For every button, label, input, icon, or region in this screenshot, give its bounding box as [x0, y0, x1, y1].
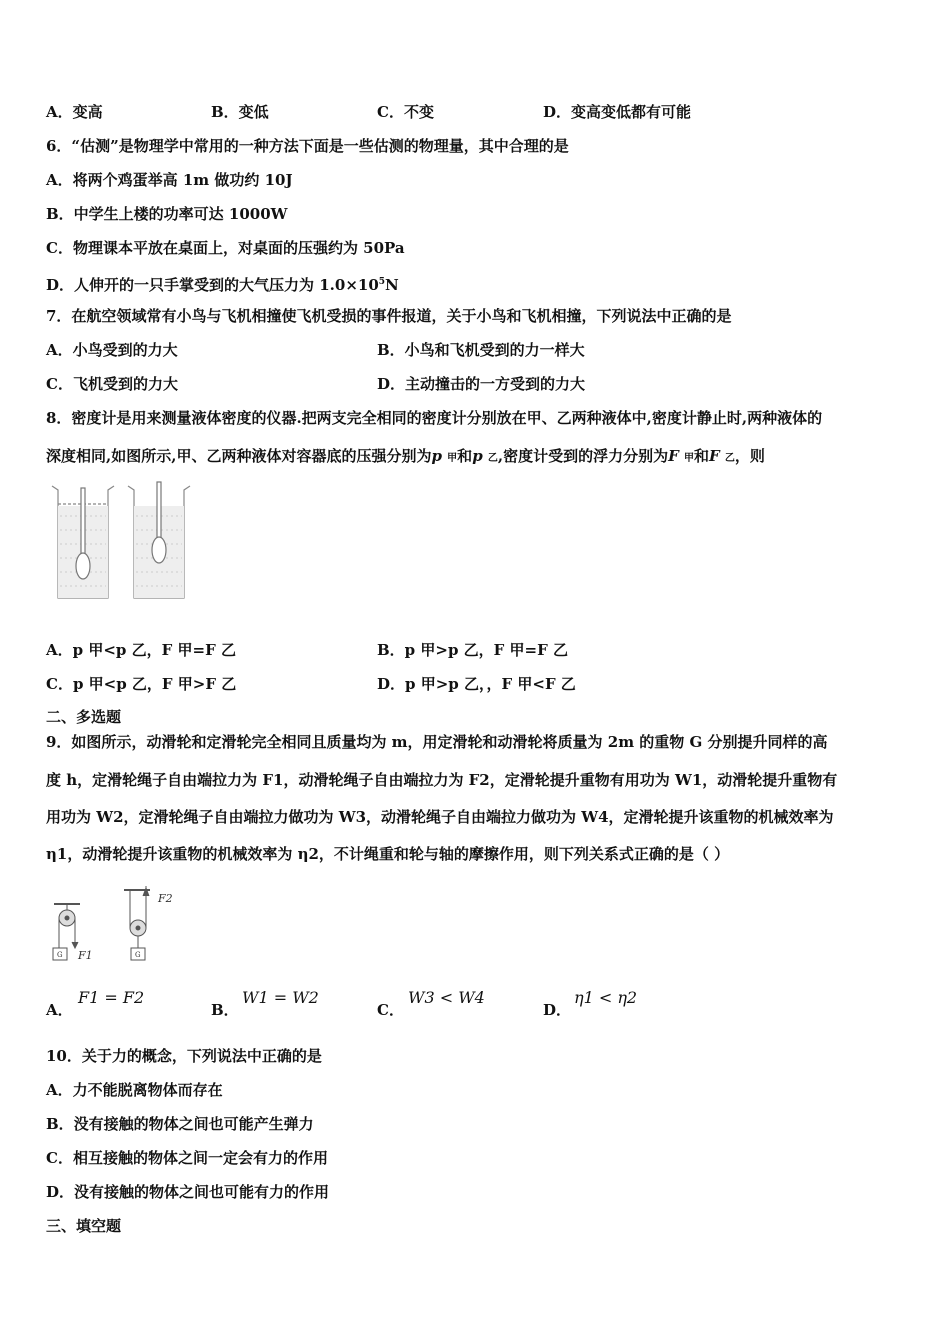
q8-option-b: B．p 甲>p 乙，F 甲=F 乙	[377, 641, 568, 659]
q8-p-jia: p 甲	[431, 447, 458, 465]
q8-stem-part5: ，则	[734, 447, 765, 465]
q6-stem: 6．“估测”是物理学中常用的一种方法下面是一些估测的物理量，其中合理的是	[46, 137, 569, 155]
q8-stem-part4: 和	[694, 447, 710, 465]
q9-option-c	[377, 1000, 404, 1020]
q6-option-d-text: D．人伸开的一只手掌受到的大气压力为 1.0×10	[46, 276, 379, 294]
q6-option-c: C．物理课本平放在桌面上，对桌面的压强约为 50Pa	[46, 239, 405, 257]
q10-option-b: B．没有接触的物体之间也可能产生弹力	[46, 1115, 314, 1133]
q5-option-d: D．变高变低都有可能	[543, 103, 692, 121]
q9-option-a-label: A．	[46, 1001, 73, 1019]
q9-fig-f2-label: F2	[158, 892, 173, 905]
q8-stem-part3: ,密度计受到的浮力分别为	[497, 447, 669, 465]
q5-option-a: A．变高	[46, 103, 103, 121]
q8-option-d: D．p 甲>p 乙，，F 甲<F 乙	[377, 675, 576, 693]
q6-option-a: A．将两个鸡蛋举高 1m 做功约 10J	[46, 171, 293, 189]
q8-stem-line2	[46, 446, 765, 469]
q9-option-c-label: C．	[377, 1001, 404, 1019]
q9-option-c-formula: W3 < W4	[408, 988, 485, 1007]
q10-stem: 10．关于力的概念，下列说法中正确的是	[46, 1047, 322, 1065]
q6-option-d	[46, 272, 399, 295]
q7-stem: 7．在航空领域常有小鸟与飞机相撞使飞机受损的事件报道，关于小鸟和飞机相撞，下列说法中正确的是	[46, 307, 732, 325]
q9-option-b	[211, 1000, 239, 1020]
q8-hydrometer-figure	[48, 480, 198, 608]
q9-pulley-figure	[48, 884, 188, 966]
q9-stem-line4: η1，动滑轮提升该重物的机械效率为 η2，不计绳重和轮与轴的摩擦作用，则下列关系式正确的是（ ）	[46, 845, 730, 863]
q10-option-a: A．力不能脱离物体而存在	[46, 1081, 223, 1099]
q6-option-b: B．中学生上楼的功率可达 1000W	[46, 205, 288, 223]
q10-option-d: D．没有接触的物体之间也可能有力的作用	[46, 1183, 330, 1201]
q5-option-c: C．不变	[377, 103, 434, 121]
movable-pulley	[124, 886, 150, 960]
q9-stem-line3: 用功为 W2，定滑轮绳子自由端拉力做功为 W3，动滑轮绳子自由端拉力做功为 W4，定滑轮提升该重物的机械效率为	[46, 808, 834, 826]
q9-stem-line1: 9．如图所示，动滑轮和定滑轮完全相同且质量均为 m，用定滑轮和动滑轮将质量为 2m 的重物 G 分别提升同样的高	[46, 733, 828, 751]
q9-option-b-formula: W1 = W2	[242, 988, 319, 1007]
q8-option-c: C．p 甲<p 乙，F 甲>F 乙	[46, 675, 237, 693]
q7-option-d: D．主动撞击的一方受到的力大	[377, 375, 586, 393]
q6-option-d-exponent: 5	[378, 277, 386, 287]
q8-stem-part2: 和	[457, 447, 473, 465]
q9-fig-f1-label: F1	[78, 949, 93, 962]
q9-option-d	[543, 1000, 571, 1020]
q8-f-jia: F 甲	[668, 447, 695, 465]
section-3-title: 三、填空题	[46, 1217, 122, 1235]
q9-stem-line2: 度 h，定滑轮绳子自由端拉力为 F1，动滑轮绳子自由端拉力为 F2，定滑轮提升重物有用功为 W1，动滑轮提升重物有	[46, 771, 838, 789]
q9-option-d-formula: η1 < η2	[574, 988, 638, 1007]
q5-option-b: B．变低	[211, 103, 269, 121]
q7-option-c: C．飞机受到的力大	[46, 375, 178, 393]
q7-option-a: A．小鸟受到的力大	[46, 341, 178, 359]
q10-option-c: C．相互接触的物体之间一定会有力的作用	[46, 1149, 328, 1167]
beaker-yi	[128, 482, 190, 598]
q9-option-a-formula: F1 = F2	[78, 988, 145, 1007]
q9-fig-g-label-2: G	[135, 951, 141, 959]
q9-option-a	[46, 1000, 73, 1020]
q8-stem-line1: 8．密度计是用来测量液体密度的仪器.把两支完全相同的密度计分别放在甲、乙两种液体中,密度计静止时,两种液体的	[46, 409, 823, 427]
section-2-title: 二、多选题	[46, 708, 122, 726]
q9-option-b-label: B．	[211, 1001, 239, 1019]
q6-option-d-unit: N	[385, 276, 399, 294]
q9-option-d-label: D．	[543, 1001, 572, 1019]
q8-p-yi: p 乙	[472, 447, 498, 465]
beaker-jia	[52, 486, 114, 598]
q8-f-yi: F 乙	[709, 447, 735, 465]
q8-stem-part1: 深度相同,如图所示,甲、乙两种液体对容器底的压强分别为	[46, 447, 432, 465]
q9-fig-g-label-1: G	[57, 951, 63, 959]
q8-option-a: A．p 甲<p 乙，F 甲=F 乙	[46, 641, 236, 659]
q7-option-b: B．小鸟和飞机受到的力一样大	[377, 341, 585, 359]
